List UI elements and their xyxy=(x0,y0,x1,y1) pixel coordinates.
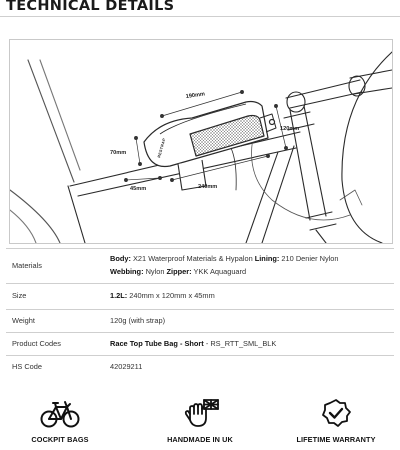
badge-handmade-in-uk xyxy=(140,398,260,444)
badge-label: LIFETIME WARRANTY xyxy=(296,435,376,444)
check-badge-icon xyxy=(316,398,356,430)
hand-flag-icon xyxy=(180,398,220,430)
spec-label: Size xyxy=(12,291,27,301)
spec-label: HS Code xyxy=(12,361,42,371)
dim-height-rear: 70mm xyxy=(110,150,127,156)
page-title: TECHNICAL DETAILS xyxy=(6,0,175,14)
spec-label: Weight xyxy=(12,315,35,325)
bag-brand-label: RESTRAP xyxy=(157,137,167,159)
down-tube xyxy=(246,152,278,243)
spec-value xyxy=(110,290,394,303)
spec-value xyxy=(110,338,394,351)
badge-lifetime-warranty xyxy=(276,398,396,444)
bike-bag-diagram xyxy=(10,40,392,243)
technical-drawing xyxy=(9,39,393,244)
spec-key: 1.2L: xyxy=(110,291,128,301)
spec-key: Race Top Tube Bag - Short xyxy=(110,338,204,348)
badge-label: HANDMADE IN UK xyxy=(167,435,233,444)
spec-text: - RS_RTT_SML_BLK xyxy=(203,338,277,348)
spec-key: Webbing: xyxy=(110,267,144,276)
spec-row-weight xyxy=(6,310,394,333)
spec-table xyxy=(6,248,394,378)
spec-text: 240mm x 120mm x 45mm xyxy=(127,291,215,301)
dim-top-length: 190mm xyxy=(185,91,206,100)
spec-value: 42029211 xyxy=(110,361,143,371)
dim-width: 45mm xyxy=(130,186,147,192)
head-tube-edge xyxy=(304,106,326,216)
spec-value xyxy=(110,253,394,278)
spec-text: YKK Aquaguard xyxy=(191,267,247,276)
spec-label: Materials xyxy=(12,260,42,270)
spec-row-materials xyxy=(6,249,394,284)
badge-label: COCKPIT BAGS xyxy=(31,435,89,444)
spec-text: 210 Denier Nylon xyxy=(279,254,339,264)
spec-text: Nylon xyxy=(143,267,167,276)
spec-key: Body: xyxy=(110,254,131,264)
spec-value: 120g (with strap) xyxy=(110,315,166,325)
spec-row-hs-code xyxy=(6,356,394,378)
spec-text: X21 Waterproof Materials & Hypalon xyxy=(130,254,255,264)
spec-key: Lining: xyxy=(254,254,280,264)
dim-height-front: 120mm xyxy=(280,126,300,132)
feature-badges xyxy=(0,398,400,450)
spec-key: Zipper: xyxy=(166,267,192,276)
spec-row-product-codes xyxy=(6,333,394,356)
spec-label: Product Codes xyxy=(12,338,61,348)
dim-bottom-length: 240mm xyxy=(198,184,218,190)
title-divider xyxy=(0,16,400,17)
spec-row-size xyxy=(6,284,394,310)
badge-cockpit-bags xyxy=(0,398,120,444)
bicycle-icon xyxy=(40,398,80,430)
